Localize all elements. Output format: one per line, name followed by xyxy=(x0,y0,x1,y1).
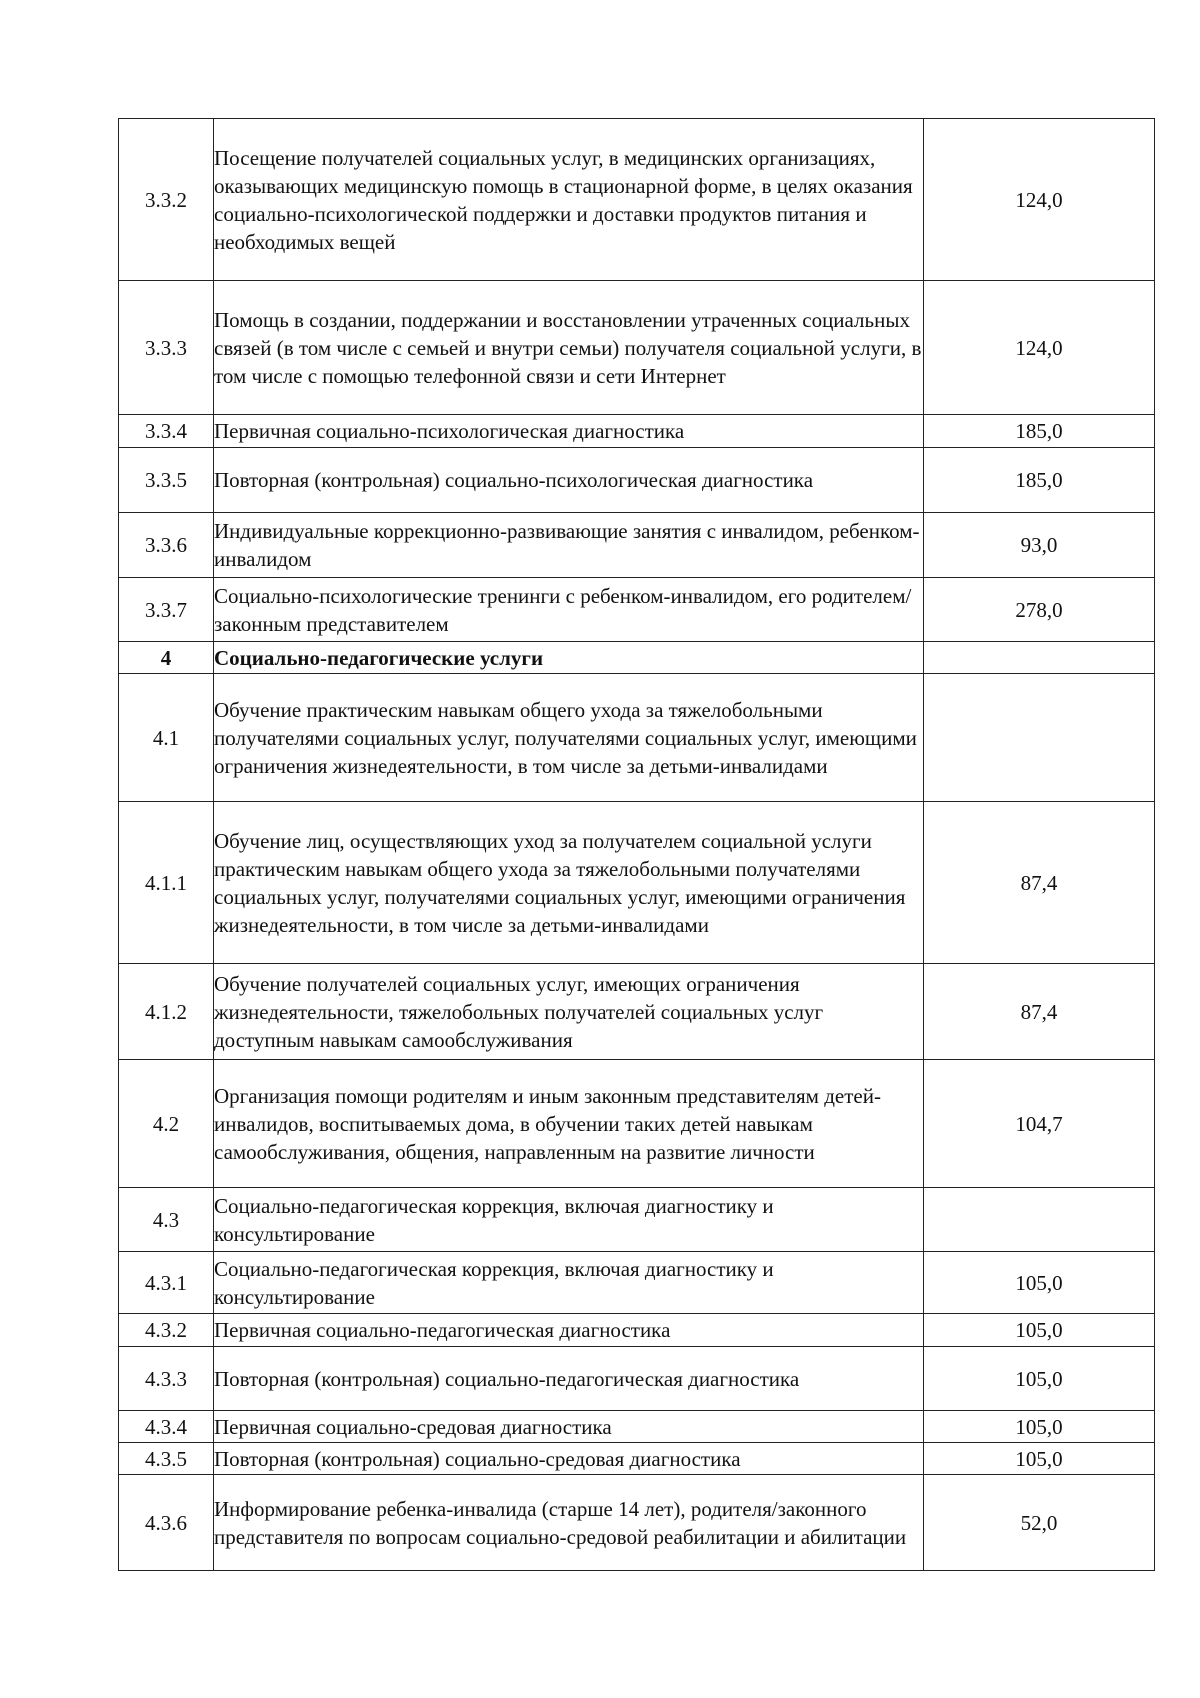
service-price: 105,0 xyxy=(924,1252,1155,1314)
table-row xyxy=(119,1475,1155,1571)
service-price xyxy=(924,674,1155,802)
services-tariff-table xyxy=(118,118,1155,1571)
table-row xyxy=(119,448,1155,513)
service-name: Организация помощи родителям и иным законным представителям детей-инвалидов, воспитываемых дома, в обучении таких детей навыкам самообслуживания, общения, направленным на развитие личности xyxy=(214,1060,924,1188)
service-number: 4.3.3 xyxy=(119,1347,214,1411)
service-number: 4.3.5 xyxy=(119,1443,214,1475)
service-number: 3.3.4 xyxy=(119,415,214,448)
section-number: 4 xyxy=(119,642,214,674)
table-row xyxy=(119,1443,1155,1475)
table-row xyxy=(119,674,1155,802)
table-row xyxy=(119,281,1155,415)
table-row xyxy=(119,1347,1155,1411)
service-number: 4.1 xyxy=(119,674,214,802)
service-price: 87,4 xyxy=(924,964,1155,1060)
service-name: Повторная (контрольная) социально-средовая диагностика xyxy=(214,1443,924,1475)
table-row xyxy=(119,578,1155,642)
table-row xyxy=(119,1314,1155,1347)
section-header-row xyxy=(119,642,1155,674)
service-price: 185,0 xyxy=(924,415,1155,448)
service-name: Первичная социально-педагогическая диагностика xyxy=(214,1314,924,1347)
service-name: Повторная (контрольная) социально-педагогическая диагностика xyxy=(214,1347,924,1411)
service-name: Помощь в создании, поддержании и восстановлении утраченных социальных связей (в том числе с семьей и внутри семьи) получателя социальной услуги, в том числе с помощью телефонной связи и сети Интернет xyxy=(214,281,924,415)
service-name: Социально-психологические тренинги с ребенком-инвалидом, его родителем/законным представителем xyxy=(214,578,924,642)
service-number: 4.3.4 xyxy=(119,1411,214,1443)
service-name: Обучение практическим навыкам общего ухода за тяжелобольными получателями социальных услуг, получателями социальных услуг, имеющими ограничения жизнедеятельности, в том числе за детьми-инвалидами xyxy=(214,674,924,802)
service-number: 4.3.6 xyxy=(119,1475,214,1571)
service-number: 4.2 xyxy=(119,1060,214,1188)
service-price: 124,0 xyxy=(924,281,1155,415)
service-number: 3.3.3 xyxy=(119,281,214,415)
service-number: 3.3.7 xyxy=(119,578,214,642)
table-row xyxy=(119,1411,1155,1443)
service-name: Индивидуальные коррекционно-развивающие занятия с инвалидом, ребенком-инвалидом xyxy=(214,513,924,578)
table-row xyxy=(119,415,1155,448)
service-price: 105,0 xyxy=(924,1443,1155,1475)
service-number: 3.3.6 xyxy=(119,513,214,578)
service-price: 185,0 xyxy=(924,448,1155,513)
section-title: Социально-педагогические услуги xyxy=(214,642,924,674)
service-price: 104,7 xyxy=(924,1060,1155,1188)
service-price xyxy=(924,1188,1155,1252)
service-price: 278,0 xyxy=(924,578,1155,642)
service-number: 3.3.2 xyxy=(119,119,214,281)
service-name: Обучение лиц, осуществляющих уход за получателем социальной услуги практическим навыкам общего ухода за тяжелобольными получателями социальных услуг, получателями социальных услуг, имеющими ограничения жизнедеятельности, в том числе за детьми-инвалидами xyxy=(214,802,924,964)
service-name: Обучение получателей социальных услуг, имеющих ограничения жизнедеятельности, тяжелобольных получателей социальных услуг доступным навыкам самообслуживания xyxy=(214,964,924,1060)
table-row xyxy=(119,1188,1155,1252)
table-row xyxy=(119,119,1155,281)
service-price: 105,0 xyxy=(924,1411,1155,1443)
table-row xyxy=(119,1252,1155,1314)
service-price: 105,0 xyxy=(924,1314,1155,1347)
service-number: 4.1.1 xyxy=(119,802,214,964)
service-name: Посещение получателей социальных услуг, в медицинских организациях, оказывающих медицинскую помощь в стационарной форме, в целях оказания социально-психологической поддержки и доставки продуктов питания и необходимых вещей xyxy=(214,119,924,281)
service-number: 4.1.2 xyxy=(119,964,214,1060)
service-number: 4.3.1 xyxy=(119,1252,214,1314)
table-row xyxy=(119,1060,1155,1188)
service-name: Повторная (контрольная) социально-психологическая диагностика xyxy=(214,448,924,513)
service-price: 105,0 xyxy=(924,1347,1155,1411)
table-row xyxy=(119,802,1155,964)
service-name: Первичная социально-средовая диагностика xyxy=(214,1411,924,1443)
service-price: 93,0 xyxy=(924,513,1155,578)
service-name: Социально-педагогическая коррекция, включая диагностику и консультирование xyxy=(214,1188,924,1252)
service-name: Информирование ребенка-инвалида (старше 14 лет), родителя/законного представителя по вопросам социально-средовой реабилитации и абилитации xyxy=(214,1475,924,1571)
service-name: Первичная социально-психологическая диагностика xyxy=(214,415,924,448)
service-price: 52,0 xyxy=(924,1475,1155,1571)
service-number: 4.3.2 xyxy=(119,1314,214,1347)
service-number: 4.3 xyxy=(119,1188,214,1252)
service-price: 87,4 xyxy=(924,802,1155,964)
table-row xyxy=(119,964,1155,1060)
service-price: 124,0 xyxy=(924,119,1155,281)
service-name: Социально-педагогическая коррекция, включая диагностику и консультирование xyxy=(214,1252,924,1314)
table-row xyxy=(119,513,1155,578)
service-number: 3.3.5 xyxy=(119,448,214,513)
service-price xyxy=(924,642,1155,674)
